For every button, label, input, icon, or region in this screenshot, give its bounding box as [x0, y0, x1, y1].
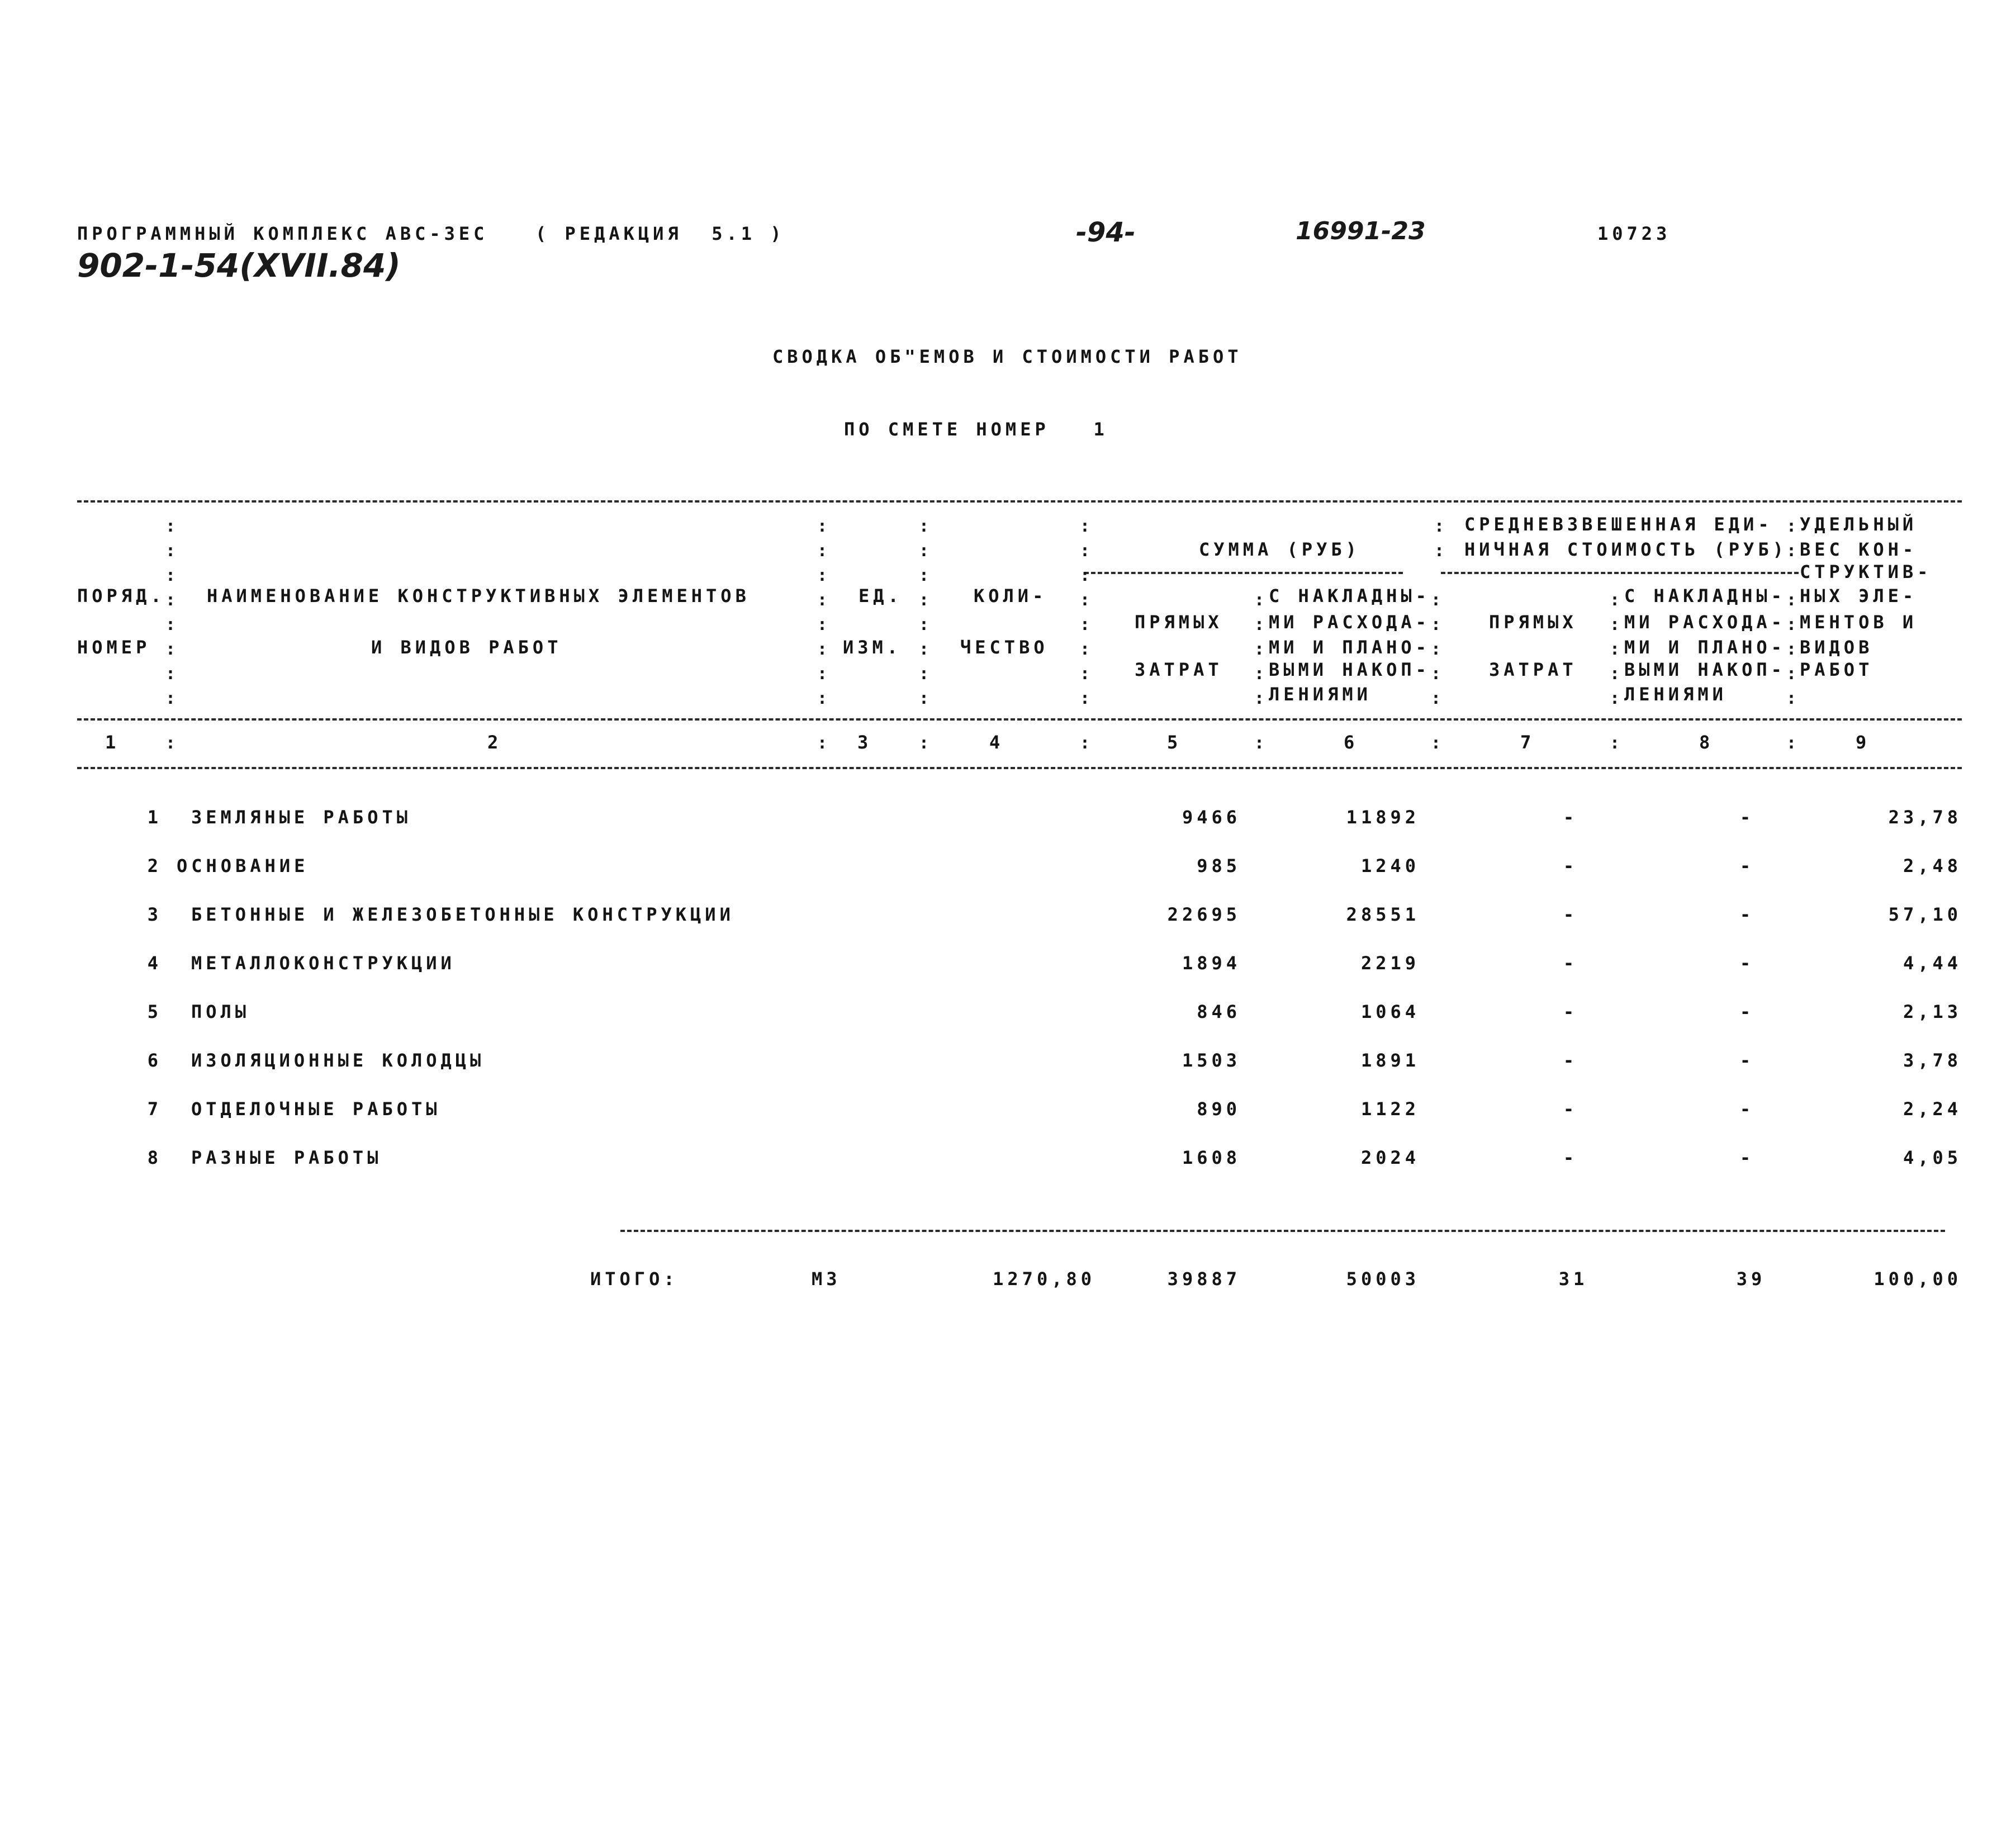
header-avg-overheads: МИ И ПЛАНО-: [1624, 637, 1786, 658]
row-name: РАЗНЫЕ РАБОТЫ: [191, 1147, 382, 1168]
header-weight: ВЕС КОН-: [1800, 539, 1918, 560]
header-avg-direct: ЗАТРАТ: [1489, 659, 1577, 680]
header-direct-costs: ПРЯМЫХ: [1135, 612, 1223, 633]
column-separator: : : : : : : : :: [165, 517, 176, 708]
column-numbers-rule: [77, 767, 1962, 769]
total-weight: 100,00: [1874, 1268, 1962, 1290]
project-code: 902-1-54(XVII.84): [77, 247, 401, 285]
row-with-overheads: 28551: [1346, 904, 1420, 925]
row-avg-direct: -: [1563, 807, 1578, 828]
row-name: ОСНОВАНИЕ: [177, 855, 309, 876]
row-number: 3: [147, 904, 162, 925]
row-weight: 3,78: [1903, 1050, 1962, 1071]
total-direct-costs: 39887: [1167, 1268, 1241, 1290]
row-avg-overheads: -: [1739, 855, 1755, 876]
row-direct-costs: 22695: [1167, 904, 1241, 925]
avg-group-rule: [1441, 572, 1799, 574]
table-top-rule: [77, 500, 1962, 503]
row-number: 7: [147, 1098, 162, 1120]
header-with-overheads: С НАКЛАДНЫ-: [1269, 585, 1430, 606]
column-separator: :: [1431, 733, 1441, 753]
header-avg-direct: ПРЯМЫХ: [1489, 612, 1577, 633]
header-with-overheads: МИ РАСХОДА-: [1269, 612, 1430, 633]
column-number: 2: [487, 732, 502, 753]
column-separator: : :: [1786, 517, 1797, 561]
program-name: ПРОГРАММНЫЙ КОМПЛЕКС АВС-3ЕС: [77, 223, 488, 244]
row-with-overheads: 1064: [1360, 1001, 1420, 1022]
row-with-overheads: 1240: [1360, 855, 1420, 876]
column-separator: : : : : :: [1431, 590, 1441, 708]
header-with-overheads: МИ И ПЛАНО-: [1269, 637, 1430, 658]
column-separator: : : : : : : : :: [1080, 517, 1090, 708]
header-avg-overheads: ВЫМИ НАКОП-: [1624, 659, 1786, 680]
document-reference: 16991-23: [1296, 217, 1426, 245]
header-avg-group: СРЕДНЕВЗВЕШЕННАЯ ЕДИ-: [1464, 514, 1773, 535]
header-avg-overheads: С НАКЛАДНЫ-: [1624, 585, 1786, 606]
row-weight: 57,10: [1888, 904, 1962, 925]
document-title: СВОДКА ОБ"ЕМОВ И СТОИМОСТИ РАБОТ: [772, 346, 1242, 367]
row-avg-overheads: -: [1739, 807, 1755, 828]
header-weight: УДЕЛЬНЫЙ: [1800, 514, 1918, 535]
row-direct-costs: 890: [1197, 1098, 1241, 1120]
total-avg-overheads: 39: [1736, 1268, 1766, 1290]
row-avg-overheads: -: [1739, 904, 1755, 925]
row-direct-costs: 1608: [1182, 1147, 1241, 1168]
column-separator: :: [1786, 733, 1797, 753]
row-avg-direct: -: [1563, 953, 1578, 974]
header-with-overheads: ВЫМИ НАКОП-: [1269, 659, 1430, 680]
row-weight: 4,05: [1903, 1147, 1962, 1168]
column-number: 1: [105, 732, 120, 753]
header-weight: НЫХ ЭЛЕ-: [1800, 585, 1918, 606]
sum-group-rule: [1084, 572, 1403, 574]
row-name: ОТДЕЛОЧНЫЕ РАБОТЫ: [191, 1098, 441, 1120]
total-avg-direct: 31: [1558, 1268, 1588, 1290]
row-direct-costs: 9466: [1182, 807, 1241, 828]
header-unit: ЕД.: [859, 585, 903, 606]
row-avg-direct: -: [1563, 1050, 1578, 1071]
column-separator: : : : : : : : :: [817, 517, 828, 708]
column-number: 7: [1520, 732, 1535, 753]
row-with-overheads: 2219: [1360, 953, 1420, 974]
row-name: ПОЛЫ: [191, 1001, 250, 1022]
column-number: 8: [1699, 732, 1714, 753]
row-number: 5: [147, 1001, 162, 1022]
row-avg-overheads: -: [1739, 1050, 1755, 1071]
program-edition: ( РЕДАКЦИЯ 5.1 ): [535, 223, 785, 244]
row-avg-direct: -: [1563, 1001, 1578, 1022]
row-direct-costs: 846: [1197, 1001, 1241, 1022]
total-with-overheads: 50003: [1346, 1268, 1420, 1290]
page-number: -94-: [1076, 217, 1136, 248]
row-name: ЗЕМЛЯНЫЕ РАБОТЫ: [191, 807, 411, 828]
header-element-name: И ВИДОВ РАБОТ: [371, 637, 562, 658]
header-sum-group: СУММА (РУБ): [1199, 539, 1360, 560]
column-separator: : : : : :: [1786, 590, 1797, 708]
row-with-overheads: 11892: [1346, 807, 1420, 828]
header-avg-overheads: МИ РАСХОДА-: [1624, 612, 1786, 633]
header-direct-costs: ЗАТРАТ: [1135, 659, 1223, 680]
row-number: 1: [147, 807, 162, 828]
column-separator: :: [919, 733, 929, 753]
row-name: ИЗОЛЯЦИОННЫЕ КОЛОДЦЫ: [191, 1050, 485, 1071]
total-label: ИТОГО:: [590, 1268, 679, 1290]
row-avg-overheads: -: [1739, 1098, 1755, 1120]
row-avg-direct: -: [1563, 904, 1578, 925]
row-avg-direct: -: [1563, 1147, 1578, 1168]
total-rule: [620, 1230, 1945, 1232]
column-number: 5: [1167, 732, 1182, 753]
header-with-overheads: ЛЕНИЯМИ: [1269, 684, 1372, 705]
row-with-overheads: 1891: [1360, 1050, 1420, 1071]
header-weight: ВИДОВ: [1800, 637, 1874, 658]
row-with-overheads: 1122: [1360, 1098, 1420, 1120]
header-weight: СТРУКТИВ-: [1800, 561, 1932, 582]
column-separator: :: [1610, 733, 1620, 753]
row-weight: 23,78: [1888, 807, 1962, 828]
column-separator: : :: [1434, 517, 1445, 561]
header-bottom-rule: [77, 718, 1962, 721]
row-direct-costs: 1503: [1182, 1050, 1241, 1071]
row-avg-direct: -: [1563, 1098, 1578, 1120]
header-quantity: КОЛИ-: [974, 585, 1047, 606]
row-name: БЕТОННЫЕ И ЖЕЛЕЗОБЕТОННЫЕ КОНСТРУКЦИИ: [191, 904, 734, 925]
row-direct-costs: 1894: [1182, 953, 1241, 974]
header-element-name: НАИМЕНОВАНИЕ КОНСТРУКТИВНЫХ ЭЛЕМЕНТОВ: [207, 585, 750, 606]
row-number: 6: [147, 1050, 162, 1071]
row-weight: 2,13: [1903, 1001, 1962, 1022]
total-quantity: 1270,80: [993, 1268, 1095, 1290]
header-order-number: ПОРЯД.: [77, 585, 165, 606]
row-weight: 2,48: [1903, 855, 1962, 876]
column-number: 3: [857, 732, 872, 753]
header-quantity: ЧЕСТВО: [960, 637, 1049, 658]
estimate-subtitle: ПО СМЕТЕ НОМЕР 1: [844, 419, 1108, 440]
row-avg-overheads: -: [1739, 1147, 1755, 1168]
column-separator: :: [1080, 733, 1090, 753]
header-unit: ИЗМ.: [843, 637, 902, 658]
row-avg-overheads: -: [1739, 1001, 1755, 1022]
column-number: 6: [1344, 732, 1359, 753]
column-separator: :: [817, 733, 828, 753]
header-avg-overheads: ЛЕНИЯМИ: [1624, 684, 1727, 705]
row-number: 8: [147, 1147, 162, 1168]
column-separator: : : : : :: [1254, 590, 1265, 708]
column-separator: : : : : : : : :: [919, 517, 929, 708]
row-with-overheads: 2024: [1360, 1147, 1420, 1168]
row-number: 2: [147, 855, 162, 876]
column-separator: :: [1254, 733, 1265, 753]
row-name: МЕТАЛЛОКОНСТРУКЦИИ: [191, 953, 456, 974]
column-number: 4: [989, 732, 1004, 753]
row-weight: 2,24: [1903, 1098, 1962, 1120]
header-weight: МЕНТОВ И: [1800, 612, 1918, 633]
header-order-number: НОМЕР: [77, 637, 151, 658]
column-separator: :: [165, 733, 176, 753]
column-separator: : : : : :: [1610, 590, 1620, 708]
column-number: 9: [1856, 732, 1871, 753]
header-avg-group: НИЧНАЯ СТОИМОСТЬ (РУБ): [1464, 539, 1787, 560]
row-number: 4: [147, 953, 162, 974]
row-weight: 4,44: [1903, 953, 1962, 974]
row-avg-direct: -: [1563, 855, 1578, 876]
row-direct-costs: 985: [1197, 855, 1241, 876]
document-code: 10723: [1597, 223, 1671, 244]
header-weight: РАБОТ: [1800, 659, 1874, 680]
row-avg-overheads: -: [1739, 953, 1755, 974]
total-unit: М3: [812, 1268, 841, 1290]
